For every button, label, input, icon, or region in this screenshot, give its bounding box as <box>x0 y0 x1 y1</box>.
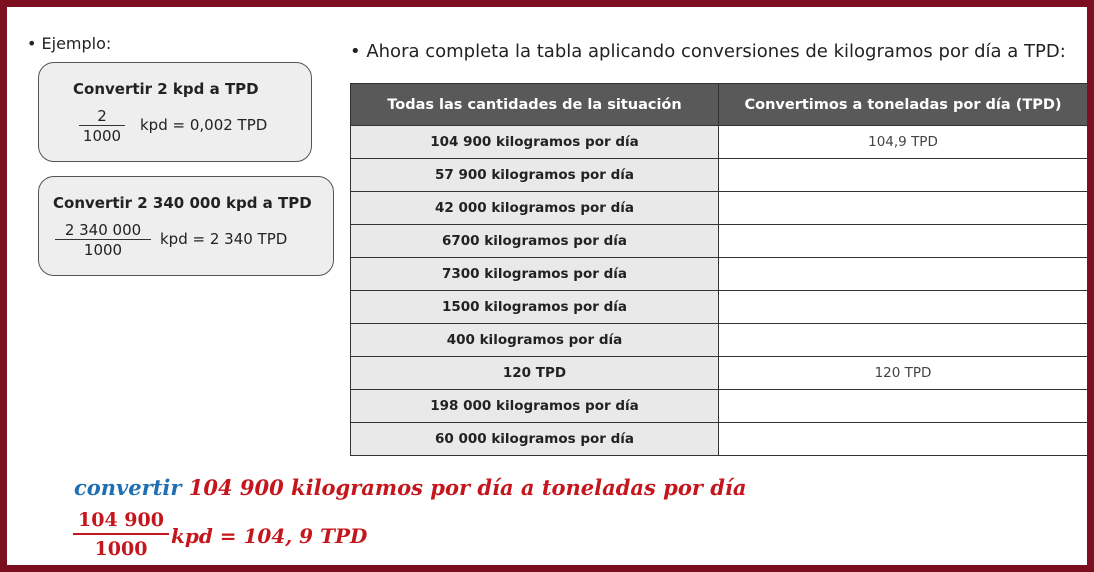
example-title: Convertir 2 kpd a TPD <box>73 80 259 98</box>
example-fraction <box>55 221 151 260</box>
example-result: kpd = 2 340 TPD <box>160 230 288 248</box>
header-quantities: Todas las cantidades de la situación <box>351 84 719 126</box>
fraction-denominator: 1000 <box>94 538 148 560</box>
quantity-cell: 1500 kilogramos por día <box>351 291 719 324</box>
quantity-cell: 400 kilogramos por día <box>351 324 719 357</box>
table-row <box>351 423 1088 456</box>
answer-cell[interactable] <box>719 390 1088 423</box>
table-row <box>351 291 1088 324</box>
fraction-denominator: 1000 <box>83 241 123 259</box>
quantity-cell: 57 900 kilogramos por día <box>351 159 719 192</box>
answer-cell[interactable] <box>719 291 1088 324</box>
solution-verb: convertir <box>74 475 182 500</box>
table-row <box>351 357 1088 390</box>
example-box-1 <box>38 62 312 162</box>
answer-cell[interactable] <box>719 423 1088 456</box>
answer-cell[interactable]: 120 TPD <box>719 357 1088 390</box>
solution-text: 104 900 kilogramos por día a toneladas por día <box>181 475 747 500</box>
table-row <box>351 126 1088 159</box>
solution-fraction <box>73 507 169 563</box>
fraction-numerator: 2 <box>79 107 125 126</box>
header-converted: Convertimos a toneladas por día (TPD) <box>719 84 1088 126</box>
example-fraction <box>79 107 125 146</box>
quantity-cell: 104 900 kilogramos por día <box>351 126 719 159</box>
example-label: • Ejemplo: <box>27 34 112 53</box>
table-row <box>351 225 1088 258</box>
table-row <box>351 390 1088 423</box>
quantity-cell: 6700 kilogramos por día <box>351 225 719 258</box>
fraction-numerator: 2 340 000 <box>55 221 151 240</box>
answer-cell[interactable] <box>719 159 1088 192</box>
quantity-cell: 60 000 kilogramos por día <box>351 423 719 456</box>
quantity-cell: 42 000 kilogramos por día <box>351 192 719 225</box>
fraction-denominator: 1000 <box>82 127 122 145</box>
solution-statement <box>74 475 747 500</box>
quantity-cell: 7300 kilogramos por día <box>351 258 719 291</box>
answer-cell[interactable]: 104,9 TPD <box>719 126 1088 159</box>
conversion-table <box>350 83 1088 456</box>
answer-cell[interactable] <box>719 324 1088 357</box>
solution-result: kpd = 104, 9 TPD <box>171 524 368 548</box>
table-row <box>351 159 1088 192</box>
table-row <box>351 258 1088 291</box>
answer-cell[interactable] <box>719 258 1088 291</box>
table-row <box>351 324 1088 357</box>
example-result: kpd = 0,002 TPD <box>140 116 268 134</box>
fraction-numerator: 104 900 <box>73 507 169 535</box>
quantity-cell: 198 000 kilogramos por día <box>351 390 719 423</box>
instruction-text: • Ahora completa la tabla aplicando conversiones de kilogramos por día a TPD: <box>350 41 1066 62</box>
example-box-2 <box>38 176 334 276</box>
table-header-row <box>351 84 1088 126</box>
quantity-cell: 120 TPD <box>351 357 719 390</box>
answer-cell[interactable] <box>719 225 1088 258</box>
answer-cell[interactable] <box>719 192 1088 225</box>
table-row <box>351 192 1088 225</box>
example-title: Convertir 2 340 000 kpd a TPD <box>53 194 312 212</box>
